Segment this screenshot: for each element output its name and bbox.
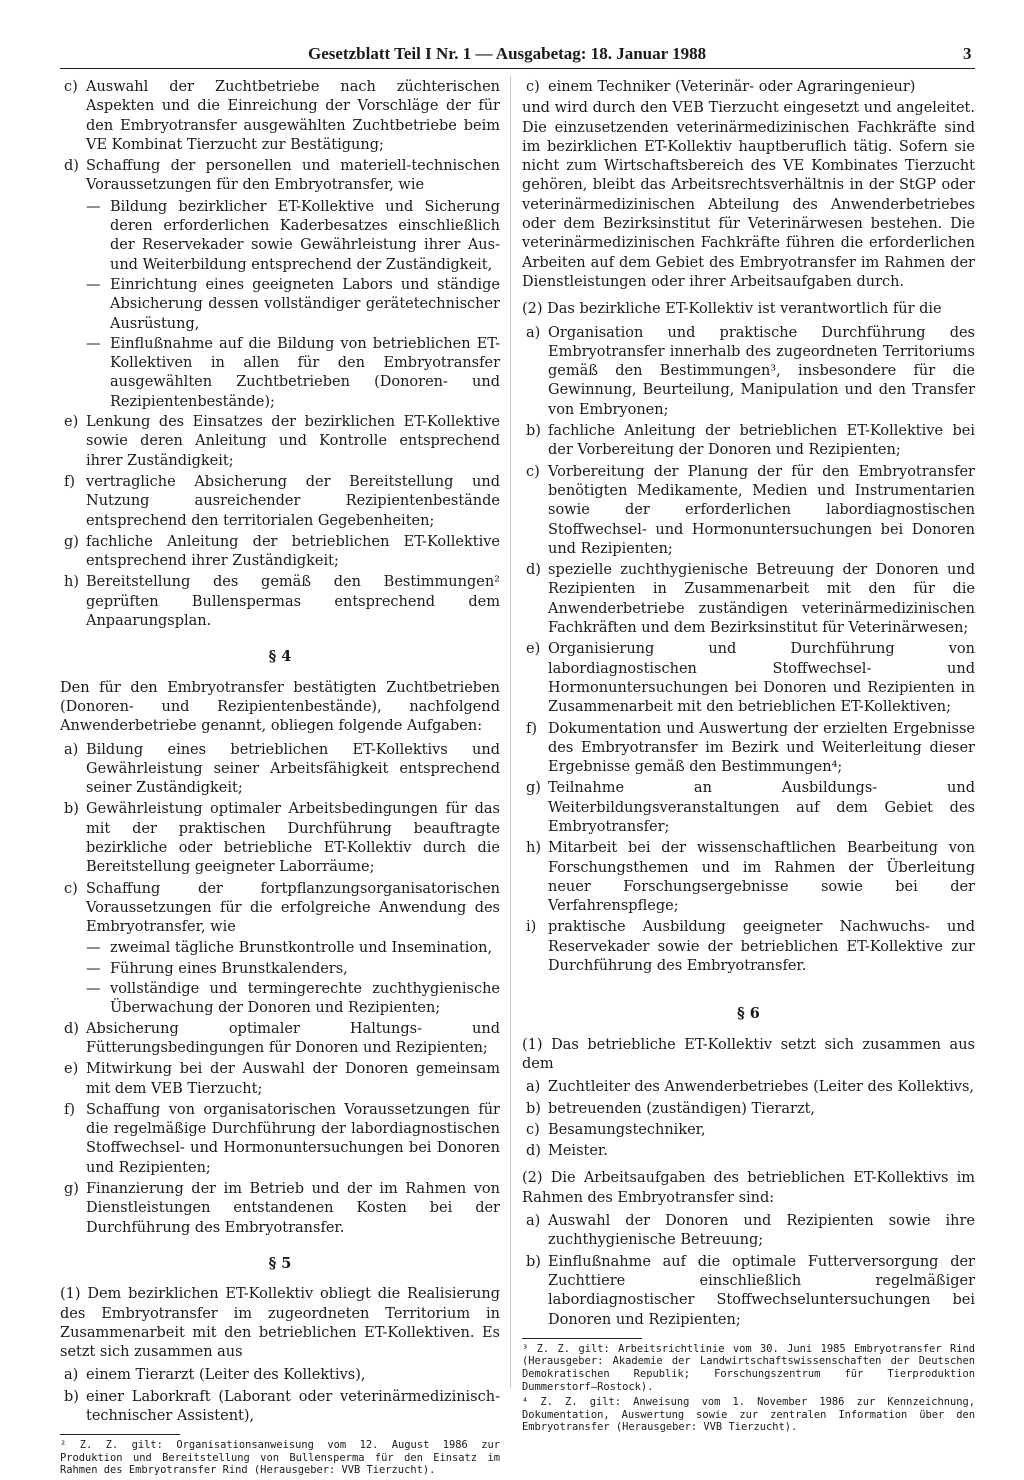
item-label: f): [64, 1101, 76, 1118]
section-heading: § 6: [737, 1005, 760, 1023]
header-title: Gesetzblatt Teil I Nr. 1 — Ausgabetag: 18. Januar 1988: [308, 44, 707, 63]
page-number: 3: [963, 44, 972, 63]
item-text: Schaffung von organisatorischen Voraussetzungen für die regelmäßige Durchführung der labordiagnostischen Stoffwechsel- und Hormonuntersuchungen bei Donoren und Rezipienten;: [86, 1101, 500, 1176]
item-text: Bereitstellung des gemäß den Bestimmungen² geprüften Bullenspermas entsprechend dem Anpaarungsplan.: [86, 574, 500, 630]
list-item: [522, 1142, 975, 1161]
list-item: [60, 413, 500, 471]
item-label: h): [64, 574, 79, 591]
item-text: Einflußnahme auf die optimale Futterversorgung der Zuchttiere einschließlich regelmäßiger labordiagnostischer Stoffwechseluntersuchungen bei Donoren und Rezipienten;: [548, 1253, 975, 1328]
item-text: Dokumentation und Auswertung der erzielten Ergebnisse des Embryotransfer im Bezirk und Weiterleitung dieser Ergebnisse gemäß den Bestimmungen⁴;: [548, 720, 975, 776]
item-text: Organisierung und Durchführung von labordiagnostischen Stoffwechsel- und Hormonuntersuchungen bei Donoren und Rezipienten in Zusammenarbeit mit den betrieblichen ET-Kollektiven;: [548, 641, 975, 716]
item-text: einem Tierarzt (Leiter des Kollektivs),: [86, 1367, 366, 1384]
paragraph: Den für den Embryotransfer bestätigten Zuchtbetrieben (Donoren- und Rezipientenbestände), nachfolgend Anwenderbetriebe genannt, obliegen folgende Aufgaben:: [60, 679, 500, 735]
list-item: [60, 1101, 500, 1178]
item-label: b): [526, 1253, 541, 1270]
item-label: c): [64, 880, 78, 897]
list-item: [60, 1020, 500, 1059]
item-label: d): [526, 562, 541, 579]
item-text: Meister.: [548, 1143, 608, 1160]
sublist-text: zweimal tägliche Brunstkontrolle und Insemination,: [110, 940, 493, 957]
item-label: i): [526, 919, 537, 936]
list-item: [60, 1060, 500, 1099]
item-label: c): [526, 463, 540, 480]
item-text: betreuenden (zuständigen) Tierarzt,: [548, 1100, 816, 1117]
list-item: [60, 157, 500, 196]
item-text: praktische Ausbildung geeigneter Nachwuchs- und Reservekader sowie der betrieblichen ET-Kollektive zur Durchführung des Embryotransfer.: [548, 919, 975, 975]
item-label: a): [64, 741, 79, 758]
section-heading: § 4: [268, 648, 292, 666]
sublist-item: — Einflußnahme auf die Bildung von betrieblichen ET-Kollektiven in allen für den Embryotransfer ausgewählten Zuchtbetrieben (Donoren- und Rezipientenbestände);: [86, 335, 500, 412]
list-item: [522, 1253, 975, 1330]
list-item: [522, 839, 975, 916]
list-item: [522, 1212, 975, 1251]
footnote: ³ Z. Z. gilt: Arbeitsrichtlinie vom 30. Juni 1985 Embryotransfer Rind (Herausgeber: Akademie der Landwirtschaftswissenschaften der Deutschen Demokratischen Republik; Forschungszentrum für Tierproduktion Dummerstorf—Rostock).: [522, 1342, 975, 1393]
list-item: [522, 640, 975, 717]
list-item: [60, 1180, 500, 1238]
sublist: [86, 198, 500, 412]
item-label: c): [526, 79, 540, 95]
sublist-text: vollständige und termingerechte zuchthygienische Überwachung der Donoren und Rezipienten;: [110, 981, 500, 1017]
item-label: d): [64, 1020, 79, 1037]
item-label: b): [64, 801, 79, 818]
item-text: fachliche Anleitung der betrieblichen ET-Kollektive bei der Vorbereitung der Donoren und Rezipienten;: [548, 423, 975, 459]
section-heading: § 5: [268, 1254, 292, 1272]
column-divider: [510, 76, 511, 1388]
item-label: b): [526, 1100, 541, 1117]
footnote: ⁴ Z. Z. gilt: Anweisung vom 1. November 1986 zur Kennzeichnung, Dokumentation, Auswertung sowie zur zentralen Information über den Embryotransfer (Herausgeber: VVB Tierzucht).: [522, 1396, 975, 1434]
list-item: [522, 1078, 975, 1097]
item-label: e): [64, 1061, 79, 1078]
item-label: g): [64, 1181, 79, 1198]
item-label: c): [64, 79, 78, 95]
paragraph: (2) Die Arbeitsaufgaben des betrieblichen ET-Kollektivs im Rahmen des Embryotransfer sind:: [522, 1170, 975, 1206]
item-text: Teilnahme an Ausbildungs- und Weiterbildungsveranstaltungen auf dem Gebiet des Embryotransfer;: [548, 780, 975, 835]
item-text: fachliche Anleitung der betrieblichen ET-Kollektive entsprechend ihrer Zuständigkeit;: [86, 533, 500, 570]
list-item: [522, 422, 975, 461]
item-label: g): [64, 533, 79, 550]
list-item: [522, 720, 975, 778]
item-label: a): [526, 1213, 541, 1230]
list-item: [522, 324, 975, 420]
sublist-text: Führung eines Brunstkalenders,: [110, 960, 348, 977]
list-item: [522, 1100, 975, 1119]
item-text: spezielle zuchthygienische Betreuung der Donoren und Rezipienten in Zusammenarbeit mit den für die Anwenderbetriebe zuständigen veterinärmedizinischen Fachkräften und dem Bezirksinstitut für Veterinärwesen;: [548, 562, 975, 637]
list-item: [522, 78, 975, 97]
sublist-item: — Einrichtung eines geeigneten Labors und ständige Absicherung dessen vollständiger gerätetechnischer Ausrüstung,: [86, 276, 500, 334]
left-column: [60, 78, 500, 1480]
list-item: [60, 800, 500, 877]
sublist-item: — Führung eines Brunstkalenders,: [86, 960, 500, 979]
item-text: Organisation und praktische Durchführung des Embryotransfer innerhalb des zugeordneten Territoriums gemäß den Bestimmungen³, insbesondere für die Gewinnung, Beurteilung, Manipulation und den Transfer von Embryonen;: [548, 324, 975, 418]
list-item: [522, 463, 975, 559]
item-text: Absicherung optimaler Haltungs- und Fütterungsbedingungen für Donoren und Rezipienten;: [86, 1020, 500, 1056]
item-text: Auswahl der Zuchtbetriebe nach züchterischen Aspekten und die Einreichung der Vorschläge der für den Embryotransfer ausgewählten Zuchtbetriebe beim VE Kombinat Tierzucht zur Bestätigung;: [86, 79, 500, 153]
page-header: [0, 44, 1024, 66]
list-item: [60, 741, 500, 799]
item-text: Zuchtleiter des Anwenderbetriebes (Leiter des Kollektivs,: [548, 1079, 974, 1096]
list-item: [60, 880, 500, 938]
item-text: vertragliche Absicherung der Bereitstellung und Nutzung ausreichender Rezipientenbestände entsprechend den territorialen Gegebenheiten;: [86, 473, 500, 529]
item-text: Finanzierung der im Betrieb und der im Rahmen von Dienstleistungen entstandenen Kosten bei der Durchführung des Embryotransfer.: [86, 1181, 500, 1236]
item-text: Auswahl der Donoren und Rezipienten sowie ihre zuchthygienische Betreuung;: [548, 1213, 975, 1249]
paragraph: (1) Dem bezirklichen ET-Kollektiv obliegt die Realisierung des Embryotransfer im zugeordneten Territorium in Zusammenarbeit mit den betrieblichen ET-Kollektiven. Es setzt sich zusammen aus: [60, 1286, 500, 1361]
item-label: a): [526, 1079, 541, 1096]
item-label: f): [64, 473, 76, 490]
sublist-item: — Bildung bezirklicher ET-Kollektive und Sicherung deren erforderlichen Kaderbesatzes einschließlich der Reservekader sowie Gewährleistung ihrer Aus- und Weiterbildung entsprechend der Zuständigkeit,: [86, 198, 500, 275]
list-item: [60, 1366, 500, 1385]
item-label: c): [526, 1121, 540, 1138]
item-label: b): [526, 423, 541, 440]
item-label: b): [64, 1388, 79, 1405]
list-item: [522, 561, 975, 638]
list-item: [60, 78, 500, 155]
paragraph: (1) Das betriebliche ET-Kollektiv setzt sich zusammen aus dem: [522, 1036, 975, 1072]
sublist-text: Einrichtung eines geeigneten Labors und ständige Absicherung dessen vollständiger gerätetechnischer Ausrüstung,: [110, 276, 500, 332]
item-label: e): [526, 641, 541, 658]
sublist-text: Bildung bezirklicher ET-Kollektive und Sicherung deren erforderlichen Kaderbesatzes einschließlich der Reservekader sowie Gewährleistung ihrer Aus- und Weiterbildung entsprechend der Zuständigkeit,: [110, 198, 500, 273]
footnote-rule: [60, 1434, 180, 1435]
header-rule: [60, 68, 975, 69]
sublist-text: Einflußnahme auf die Bildung von betrieblichen ET-Kollektiven in allen für den Embryotransfer ausgewählten Zuchtbetrieben (Donoren- und Rezipientenbestände);: [110, 335, 500, 410]
item-label: e): [64, 414, 79, 431]
paragraph: und wird durch den VEB Tierzucht eingesetzt und angeleitet. Die einzusetzenden veterinärmedizinischen Fachkräfte sind im bezirklichen ET-Kollektiv hauptberuflich tätig. Sofern sie nicht zum Wirtschaftsbereich des VE Kombinates Tierzucht gehören, bleibt das Arbeitsrechtsverhältnis in der StGP oder veterinärmedizinischen Abteilung des Anwenderbetriebes oder dem Bezirksinstitut für Veterinärwesen bestehen. Die veterinärmedizinischen Fachkräfte führen die erforderlichen Arbeiten auf dem Gebiet des Embryotransfer im Rahmen der Dienstleistungen oder ihrer Arbeitsaufgaben durch.: [522, 100, 975, 290]
item-text: Schaffung der personellen und materiell-technischen Voraussetzungen für den Embryotransfer, wie: [86, 158, 500, 194]
item-text: Vorbereitung der Planung der für den Embryotransfer benötigten Medikamente, Medien und Instrumentarien sowie der erforderlichen labordiagnostischen Stoffwechsel- und Hormonuntersuchungen bei Donoren und Rezipienten;: [548, 463, 975, 557]
item-label: a): [64, 1367, 79, 1384]
list-item: [60, 573, 500, 631]
item-label: f): [526, 720, 538, 737]
item-text: einem Techniker (Veterinär- oder Agraringenieur): [548, 79, 916, 95]
item-label: h): [526, 840, 541, 857]
list-item: [522, 1121, 975, 1140]
item-text: Bildung eines betrieblichen ET-Kollektivs und Gewährleistung seiner Arbeitsfähigkeit entsprechend seiner Zuständigkeit;: [86, 741, 500, 797]
item-text: einer Laborkraft (Laborant oder veterinärmedizinisch-technischer Assistent),: [86, 1388, 500, 1424]
item-label: d): [64, 158, 79, 175]
item-text: Mitwirkung bei der Auswahl der Donoren gemeinsam mit dem VEB Tierzucht;: [86, 1061, 500, 1097]
sublist-item: — zweimal tägliche Brunstkontrolle und Insemination,: [86, 939, 500, 958]
item-text: Lenkung des Einsatzes der bezirklichen ET-Kollektive sowie deren Anleitung und Kontrolle entsprechend ihrer Zuständigkeit;: [86, 414, 500, 469]
item-label: g): [526, 780, 541, 797]
list-item: [60, 533, 500, 572]
list-item: [60, 473, 500, 531]
sublist-item: — vollständige und termingerechte zuchthygienische Überwachung der Donoren und Rezipienten;: [86, 980, 500, 1019]
item-text: Mitarbeit bei der wissenschaftlichen Bearbeitung von Forschungsthemen und im Rahmen der Überleitung neuer Forschungsergebnisse sowie bei der Verfahrenspflege;: [548, 840, 975, 915]
item-label: a): [526, 324, 541, 341]
right-column: [522, 78, 975, 1437]
list-item: [522, 918, 975, 976]
item-text: Schaffung der fortpflanzungsorganisatorischen Voraussetzungen für die erfolgreiche Anwendung des Embryotransfer, wie: [86, 880, 500, 936]
list-item: [522, 779, 975, 837]
sublist: [86, 939, 500, 1018]
item-label: d): [526, 1143, 541, 1160]
item-text: Besamungstechniker,: [548, 1121, 706, 1138]
footnote: ² Z. Z. gilt: Organisationsanweisung vom 12. August 1986 zur Produktion und Bereitstellung von Bullensperma für den Einsatz im Rahmen des Embryotransfer Rind (Herausgeber: VVB Tierzucht).: [60, 1439, 500, 1477]
paragraph: (2) Das bezirkliche ET-Kollektiv ist verantwortlich für die: [522, 301, 942, 318]
list-item: [60, 1388, 500, 1427]
item-text: Gewährleistung optimaler Arbeitsbedingungen für das mit der praktischen Durchführung beauftragte bezirkliche oder betriebliche ET-Kollektiv durch die Bereitstellung geeigneter Laborräume;: [86, 801, 500, 876]
footnote-rule: [522, 1338, 642, 1339]
